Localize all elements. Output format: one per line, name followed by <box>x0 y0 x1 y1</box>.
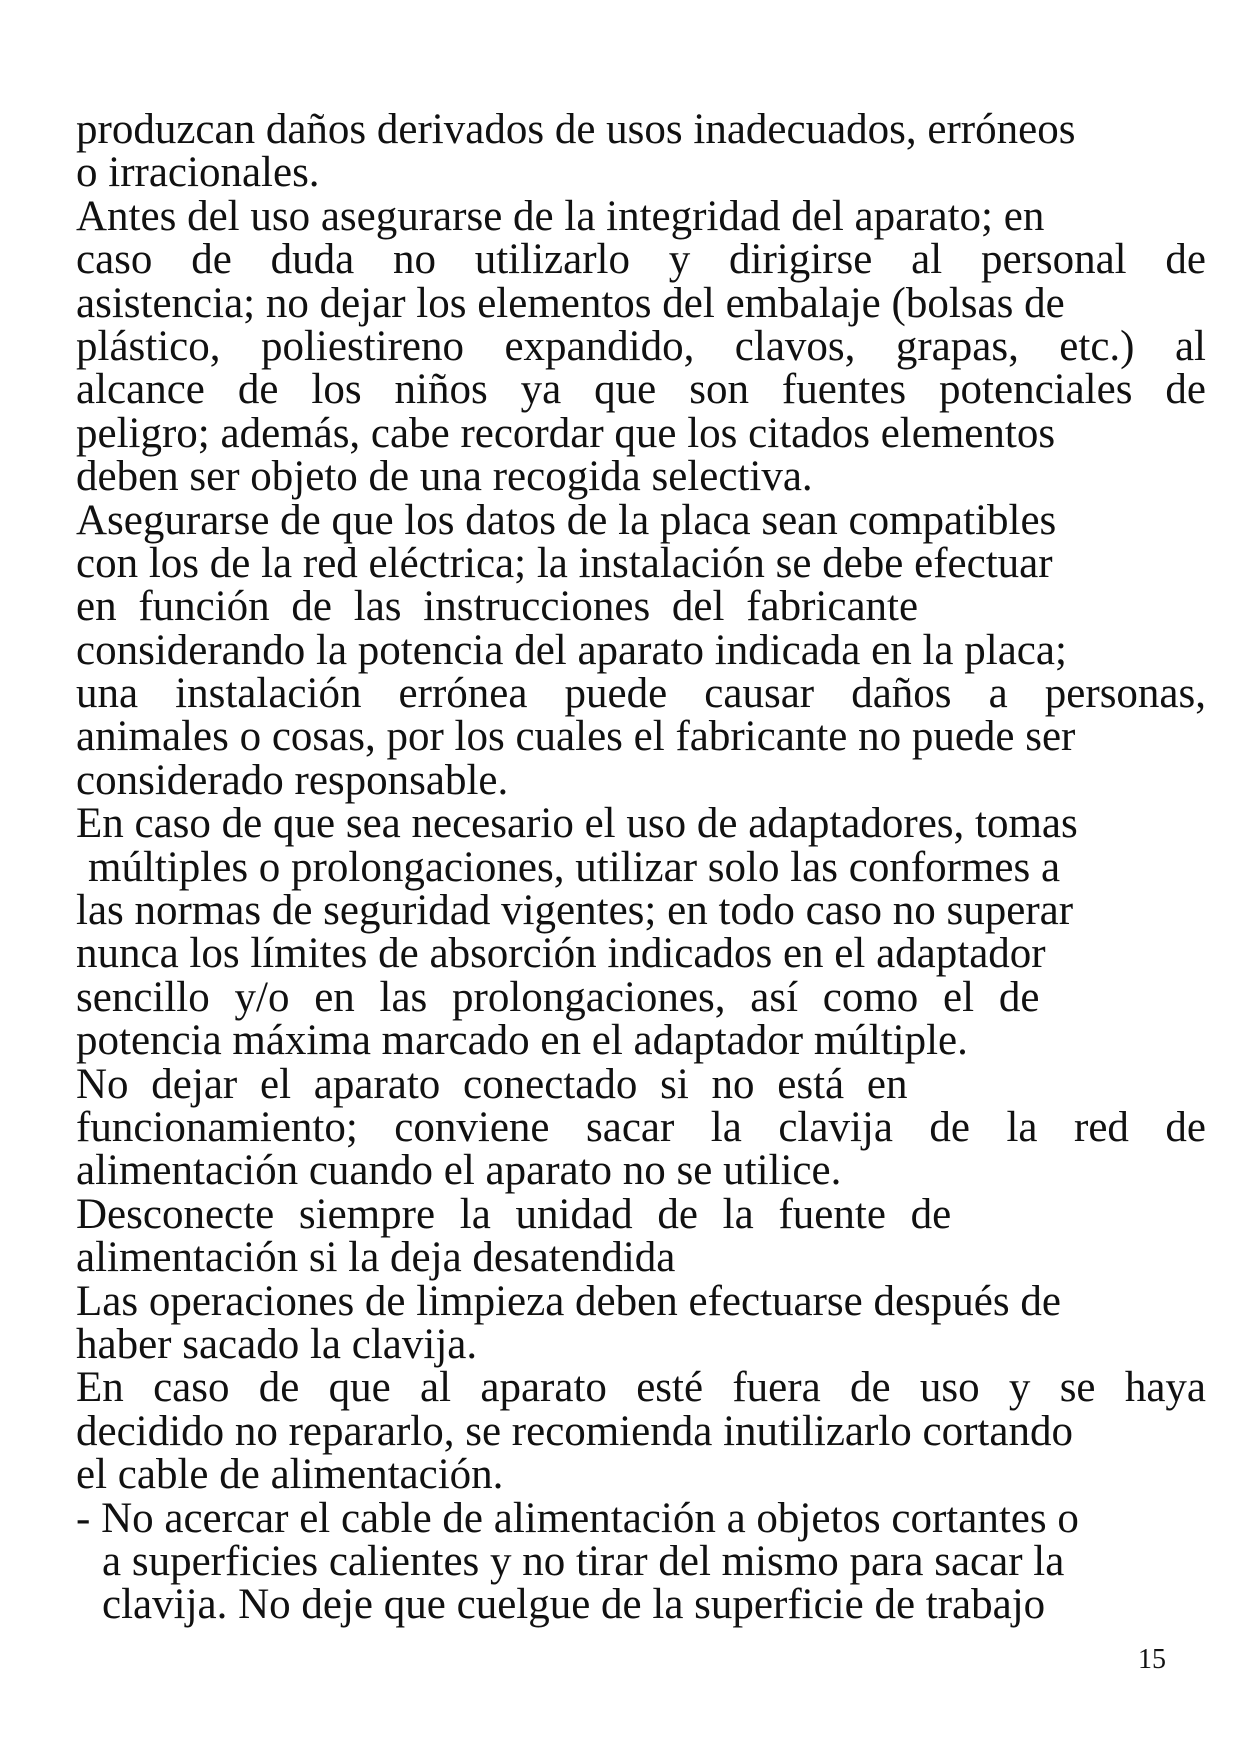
text-line-16: considerado responsable. <box>76 756 509 804</box>
text-line-23: No dejar el aparato conectado si no está en <box>76 1060 908 1108</box>
text-line-29: haber sacado la clavija. <box>76 1320 478 1368</box>
text-line-12: en función de las instrucciones del fabricante <box>76 583 919 631</box>
text-line-2: o irracionales. <box>76 149 320 197</box>
bullet-line-3: clavija. No deje que cuelgue de la superficie de trabajo <box>102 1581 1046 1629</box>
text-line-6: plástico, poliestireno expandido, clavos, grapas, etc.) al <box>76 322 1206 370</box>
text-line-11: con los de la red eléctrica; la instalación se debe efectuar <box>76 539 1053 587</box>
body-text <box>76 108 1206 1627</box>
text-line-17: En caso de que sea necesario el uso de adaptadores, tomas <box>76 800 1078 848</box>
text-line-30: En caso de que al aparato esté fuera de uso y se haya <box>76 1364 1206 1412</box>
text-line-15: animales o cosas, por los cuales el fabricante no puede ser <box>76 713 1076 761</box>
text-line-18: múltiples o prolongaciones, utilizar solo las conformes a <box>88 843 1061 891</box>
bullet-line-1: - No acercar el cable de alimentación a objetos cortantes o <box>76 1494 1079 1542</box>
text-line-10: Asegurarse de que los datos de la placa sean compatibles <box>76 496 1057 544</box>
text-line-13: considerando la potencia del aparato indicada en la placa; <box>76 626 1067 674</box>
text-line-5: asistencia; no dejar los elementos del embalaje (bolsas de <box>76 279 1065 327</box>
text-line-3: Antes del uso asegurarse de la integridad del aparato; en <box>76 192 1045 240</box>
text-line-32: el cable de alimentación. <box>76 1451 504 1499</box>
text-line-1: produzcan daños derivados de usos inadecuados, erróneos <box>76 106 1076 153</box>
text-line-25: alimentación cuando el aparato no se utilice. <box>76 1147 842 1195</box>
text-line-8: peligro; además, cabe recordar que los citados elementos <box>76 409 1056 457</box>
text-line-31: decidido no repararlo, se recomienda inutilizarlo cortando <box>76 1407 1073 1455</box>
text-line-4: caso de duda no utilizarlo y dirigirse al personal de <box>76 236 1206 284</box>
text-line-28: Las operaciones de limpieza deben efectuarse después de <box>76 1277 1061 1325</box>
text-line-24: funcionamiento; conviene sacar la clavija de la red de <box>76 1103 1206 1151</box>
text-line-19: las normas de seguridad vigentes; en todo caso no superar <box>76 887 1074 935</box>
bullet-line-2: a superficies calientes y no tirar del mismo para sacar la <box>102 1537 1065 1585</box>
text-line-27: alimentación si la deja desatendida <box>76 1234 676 1282</box>
text-line-14: una instalación errónea puede causar daños a personas, <box>76 670 1206 718</box>
text-line-22: potencia máxima marcado en el adaptador múltiple. <box>76 1017 968 1065</box>
text-line-7: alcance de los niños ya que son fuentes potenciales de <box>76 366 1206 414</box>
page-number: 15 <box>1138 1644 1166 1675</box>
text-line-21: sencillo y/o en las prolongaciones, así como el de <box>76 973 1040 1021</box>
text-line-26: Desconecte siempre la unidad de la fuente de <box>76 1190 952 1238</box>
text-line-20: nunca los límites de absorción indicados en el adaptador <box>76 930 1046 978</box>
text-line-9: deben ser objeto de una recogida selectiva. <box>76 453 813 501</box>
